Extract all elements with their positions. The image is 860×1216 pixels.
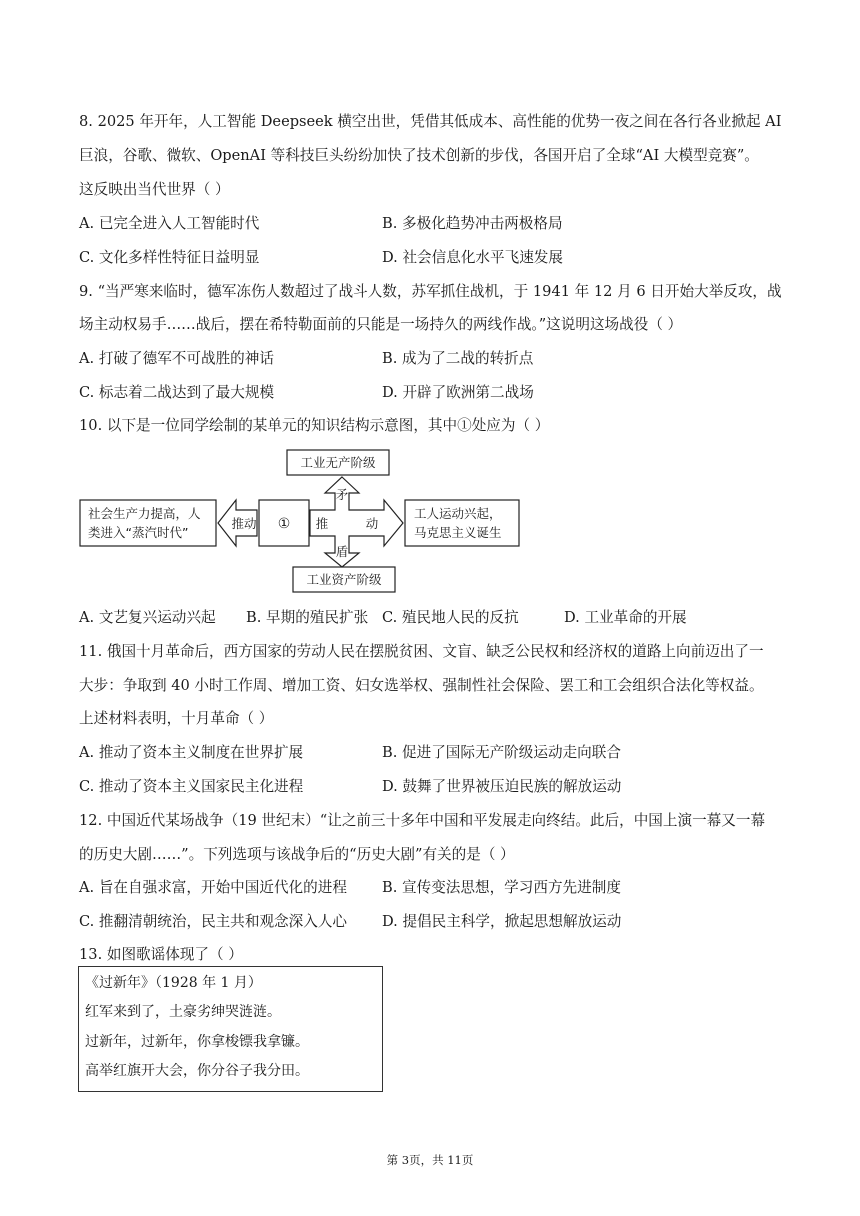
- q10-option-b: B. 早期的殖民扩张: [246, 609, 369, 626]
- q12-option-a: A. 旨在自强求富，开始中国近代化的进程: [79, 879, 347, 896]
- page-footer: 第 3页，共 11页: [386, 1153, 474, 1167]
- left-box-line-1: 社会生产力提高，人: [88, 506, 201, 521]
- q9-option-b: B. 成为了二战的转折点: [382, 350, 534, 367]
- up-arrow-label: 矛: [335, 487, 349, 502]
- cross-right-label: 动: [365, 516, 379, 531]
- left-arrow-label: 推动: [231, 516, 257, 531]
- q11-option-a: A. 推动了资本主义制度在世界扩展: [79, 744, 304, 761]
- q11-option-b: B. 促进了国际无产阶级运动走向联合: [382, 744, 621, 761]
- top-box-label: 工业无产阶级: [300, 455, 376, 470]
- diagram-svg: [78, 448, 523, 596]
- q8-line-3: 这反映出当代世界（ ）: [79, 181, 230, 198]
- q9-line-2: 场主动权易手……战后，摆在希特勒面前的只能是一场持久的两线作战。”这说明这场战役（ ）: [79, 316, 683, 333]
- q9-option-d: D. 开辟了欧洲第二战场: [382, 384, 534, 401]
- q8-option-a: A. 已完全进入人工智能时代: [79, 215, 260, 232]
- ballad-title: 《过新年》（1928 年 1 月）: [85, 975, 262, 991]
- ballad-line-2: 过新年，过新年，你拿梭镖我拿镰。: [85, 1034, 309, 1050]
- q10-option-d: D. 工业革命的开展: [564, 609, 687, 626]
- q12-option-d: D. 提倡民主科学，掀起思想解放运动: [382, 913, 622, 930]
- q10-option-a: A. 文艺复兴运动兴起: [79, 609, 216, 626]
- q12-option-b: B. 宣传变法思想，学习西方先进制度: [382, 879, 621, 896]
- q11-line-1: 11. 俄国十月革命后，西方国家的劳动人民在摆脱贫困、文盲、缺乏公民权和经济权的道路上向前迈出了一: [79, 643, 764, 660]
- q11-line-2: 大步：争取到 40 小时工作周、增加工资、妇女选举权、强制性社会保险、罢工和工会组织合法化等权益。: [79, 677, 764, 694]
- down-arrow-label: 盾: [335, 544, 349, 559]
- center-box-label: ①: [277, 516, 291, 532]
- ballad-line-3: 高举红旗开大会，你分谷子我分田。: [85, 1063, 309, 1079]
- ballad-line-1: 红军来到了，土豪劣绅哭涟涟。: [85, 1004, 281, 1020]
- q8-option-b: B. 多极化趋势冲击两极格局: [382, 215, 563, 232]
- right-box-line-2: 马克思主义诞生: [414, 525, 502, 540]
- q9-option-a: A. 打破了德军不可战胜的神话: [79, 350, 274, 367]
- q8-option-c: C. 文化多样性特征日益明显: [79, 249, 260, 266]
- cross-left-label: 推: [315, 516, 329, 531]
- q11-option-c: C. 推动了资本主义国家民主化进程: [79, 778, 304, 795]
- q11-line-3: 上述材料表明，十月革命（ ）: [79, 710, 274, 727]
- left-box-line-2: 类进入“蒸汽时代”: [88, 525, 189, 540]
- q10-line-1: 10. 以下是一位同学绘制的某单元的知识结构示意图，其中①处应为（ ）: [79, 417, 550, 434]
- q12-option-c: C. 推翻清朝统治，民主共和观念深入人心: [79, 913, 348, 930]
- q12-line-1: 12. 中国近代某场战争（19 世纪末）“让之前三十多年中国和平发展走向终结。此后，中国上演一幕又一幕: [79, 812, 766, 829]
- knowledge-structure-diagram: [78, 448, 523, 596]
- q9-line-1: 9. “当严寒来临时，德军冻伤人数超过了战斗人数，苏军抓住战机，于 1941 年 12 月 6 日开始大举反攻，战: [79, 283, 782, 300]
- q9-option-c: C. 标志着二战达到了最大规模: [79, 384, 275, 401]
- right-box-line-1: 工人运动兴起，: [414, 506, 502, 521]
- q8-line-2: 巨浪，谷歌、微软、OpenAI 等科技巨头纷纷加快了技术创新的步伐，各国开启了全球“AI 大模型竞赛”。: [79, 147, 759, 164]
- q12-line-2: 的历史大剧……”。下列选项与该战争后的“历史大剧”有关的是（ ）: [79, 846, 515, 863]
- bottom-box-label: 工业资产阶级: [306, 572, 382, 587]
- q13-line-1: 13. 如图歌谣体现了（ ）: [79, 946, 243, 963]
- q10-option-c: C. 殖民地人民的反抗: [382, 609, 519, 626]
- q8-line-1: 8. 2025 年开年，人工智能 Deepseek 横空出世，凭借其低成本、高性能的优势一夜之间在各行各业掀起 AI: [79, 113, 782, 130]
- q11-option-d: D. 鼓舞了世界被压迫民族的解放运动: [382, 778, 622, 795]
- q8-option-d: D. 社会信息化水平飞速发展: [382, 249, 563, 266]
- ballad-box: [78, 966, 383, 1092]
